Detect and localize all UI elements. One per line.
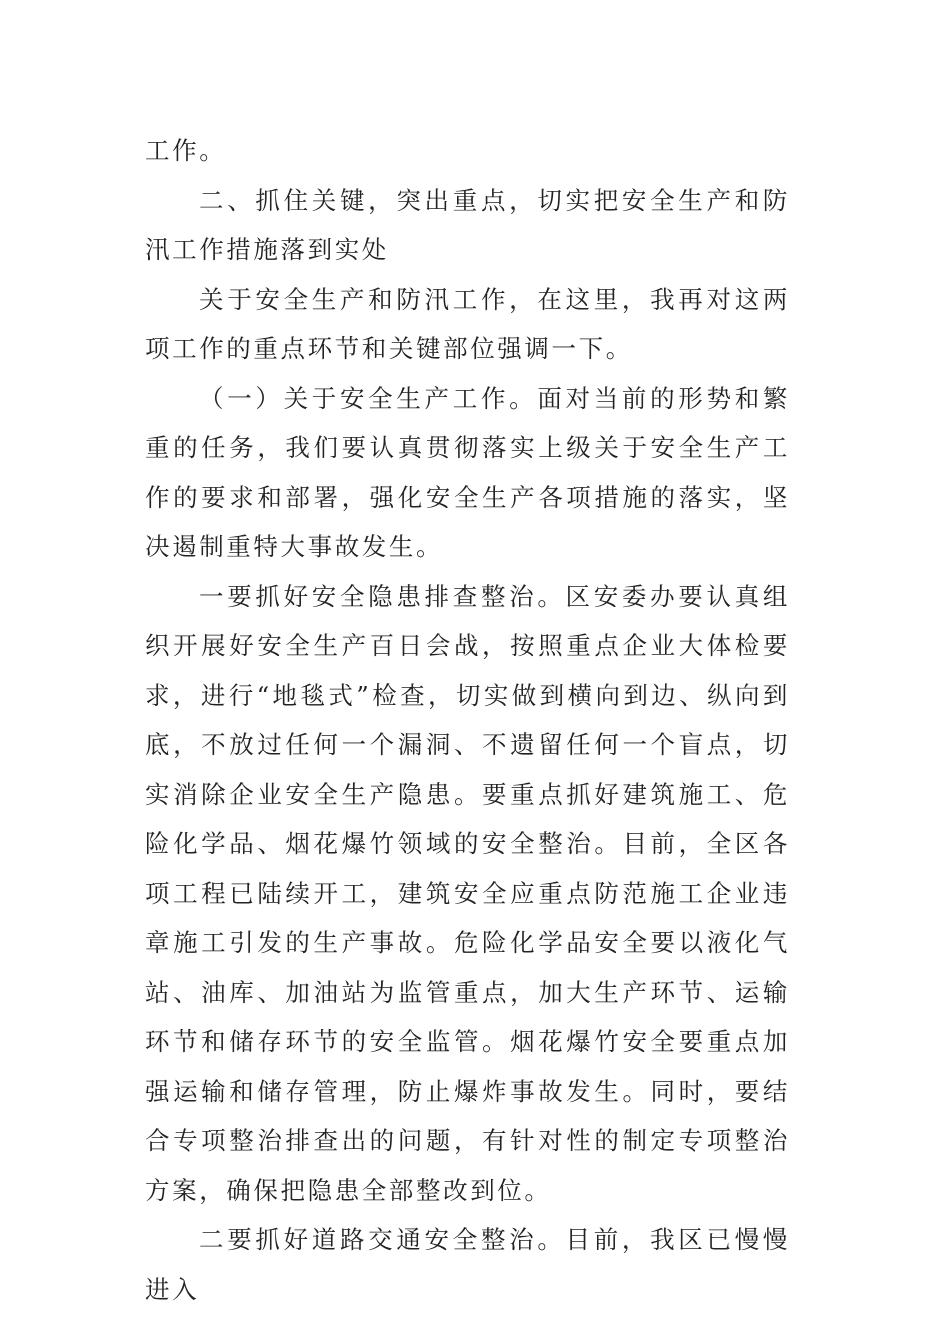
paragraph: 一要抓好安全隐患排查整治。区安委办要认真组织开展好安全生产百日会战，按照重点企业大体检要求，进行“地毯式”检查，切实做到横向到边、纵向到底，不放过任何一个漏洞、不遗留任何一个盲点，切实消除企业安全生产隐患。要重点抓好建筑施工、危险化学品、烟花爆竹领域的安全整治。目前，全区各项工程已陆续开工，建筑安全应重点防范施工企业违章施工引发的生产事故。危险化学品安全要以液化气站、油库、加油站为监管重点，加大生产环节、运输环节和储存环节的安全监管。烟花爆竹安全要重点加强运输和储存管理，防止爆炸事故发生。同时，要结合专项整治排查出的问题，有针对性的制定专项整治方案，确保把隐患全部整改到位。	[145, 581, 790, 1205]
paragraph: 二要抓好道路交通安全整治。目前，我区已慢慢进入	[145, 1225, 790, 1304]
subsection-paragraph: （一）关于安全生产工作。面对当前的形势和繁重的任务，我们要认真贯彻落实上级关于安全生产工作的要求和部署，强化安全生产各项措施的落实，坚决遏制重特大事故发生。	[145, 383, 790, 561]
document-body	[145, 126, 790, 1314]
paragraph: 关于安全生产和防汛工作，在这里，我再对这两项工作的重点环节和关键部位强调一下。	[145, 284, 790, 363]
section-heading: 二、抓住关键，突出重点，切实把安全生产和防汛工作措施落到实处	[145, 185, 790, 264]
paragraph-continuation: 工作。	[145, 136, 227, 165]
